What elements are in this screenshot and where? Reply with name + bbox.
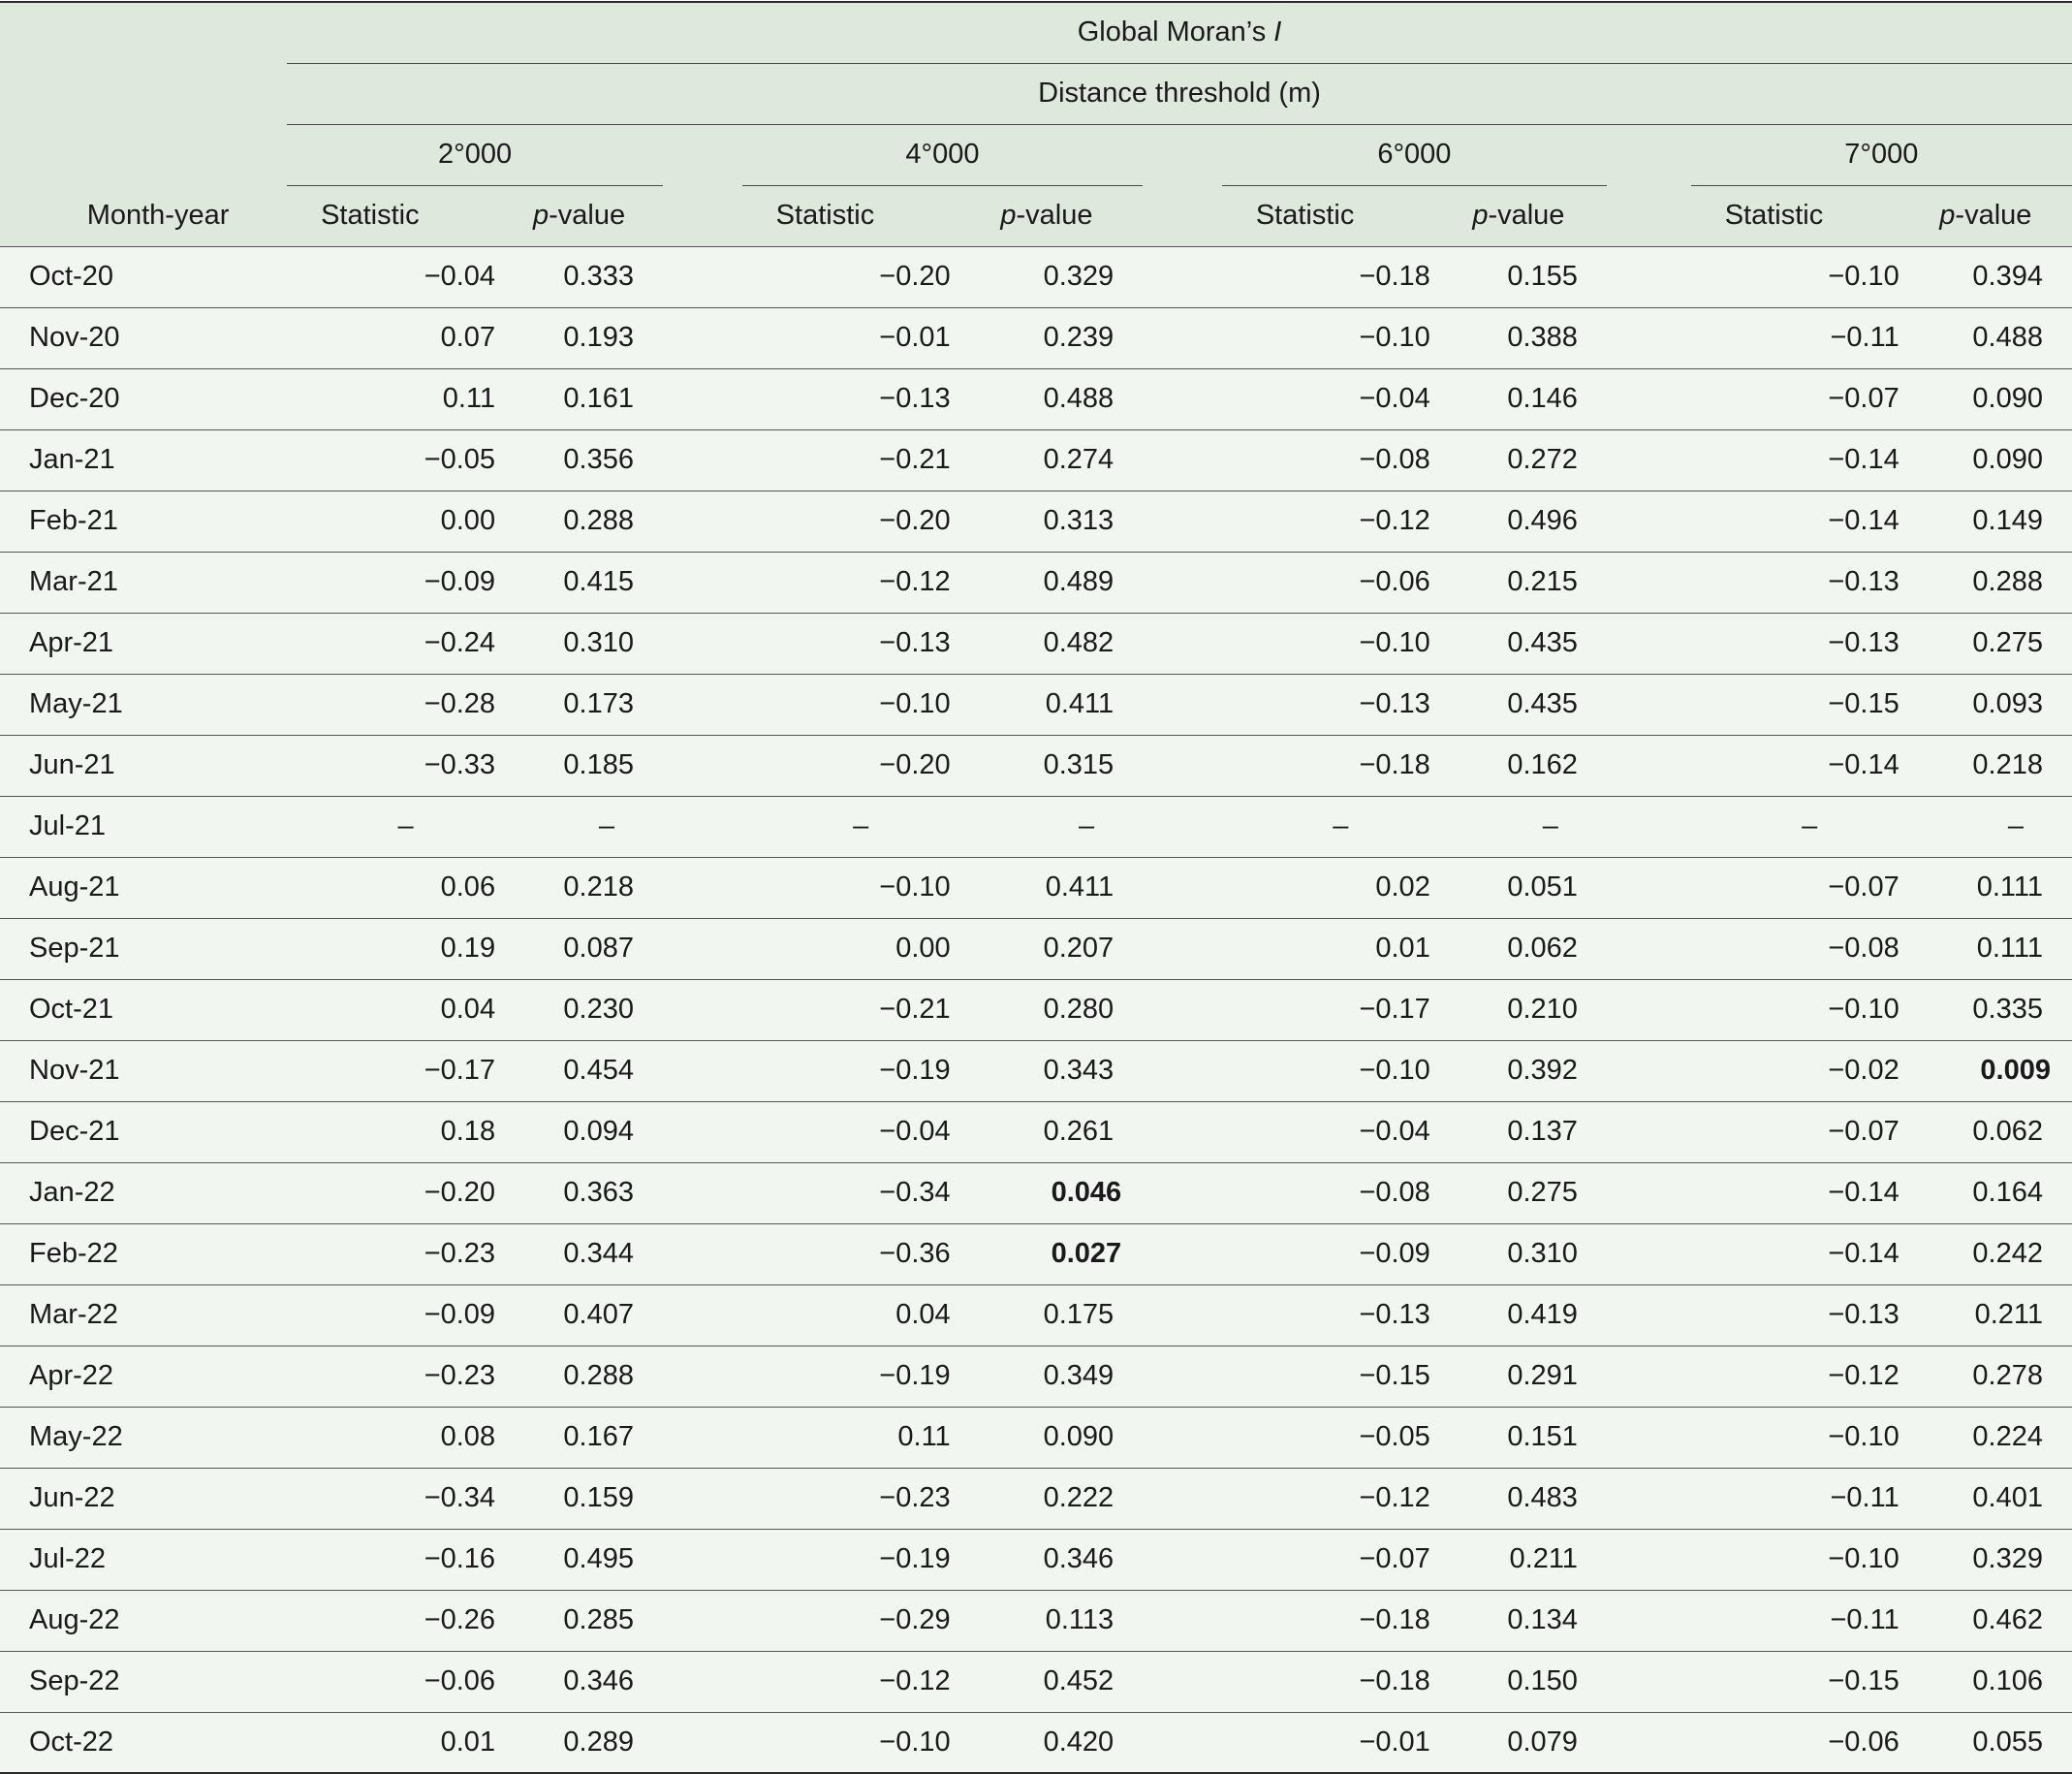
month-cell: Nov-21 xyxy=(29,1055,120,1086)
p-value-cell: 0.146 xyxy=(1507,383,1578,414)
statistic-cell: – xyxy=(853,810,869,841)
statistic-cell: −0.11 xyxy=(1830,322,1899,353)
statistic-cell: −0.01 xyxy=(1359,1726,1430,1758)
p-value-cell: 0.159 xyxy=(563,1482,634,1513)
p-value-header: p-value xyxy=(1472,200,1565,231)
p-value-cell: 0.343 xyxy=(1043,1055,1114,1086)
statistic-cell: – xyxy=(1333,810,1349,841)
table-row xyxy=(0,368,2072,429)
p-value-cell: 0.027 xyxy=(1051,1238,1122,1269)
p-value-cell: 0.291 xyxy=(1507,1360,1578,1391)
table-row xyxy=(0,429,2072,491)
p-value-cell: 0.415 xyxy=(563,566,634,597)
statistic-cell: −0.07 xyxy=(1828,383,1899,414)
p-value-cell: 0.272 xyxy=(1507,444,1578,475)
p-value-cell: 0.210 xyxy=(1507,994,1578,1025)
month-cell: Apr-21 xyxy=(29,627,114,658)
statistic-cell: −0.26 xyxy=(424,1604,496,1635)
statistic-cell: −0.11 xyxy=(1830,1482,1899,1513)
table-title: Global Moran’s I xyxy=(287,2,2072,63)
statistic-cell: −0.18 xyxy=(1359,749,1430,780)
p-value-cell: 0.090 xyxy=(1043,1421,1114,1452)
p-value-cell: – xyxy=(2007,810,2024,841)
table-row xyxy=(0,674,2072,735)
p-value-cell: 0.193 xyxy=(563,322,634,353)
table-row xyxy=(0,1040,2072,1101)
statistic-cell: 0.11 xyxy=(897,1421,951,1452)
p-value-cell: 0.349 xyxy=(1043,1360,1114,1391)
p-value-cell: 0.288 xyxy=(1972,566,2043,597)
statistic-cell: −0.13 xyxy=(1828,627,1899,658)
table-row xyxy=(0,979,2072,1040)
month-cell: Jul-22 xyxy=(29,1543,106,1574)
statistic-cell: −0.13 xyxy=(1828,1299,1899,1330)
statistic-cell: −0.17 xyxy=(424,1055,496,1086)
statistic-cell: −0.09 xyxy=(1359,1238,1430,1269)
statistic-cell: −0.07 xyxy=(1828,1116,1899,1147)
statistic-cell: −0.06 xyxy=(1359,566,1430,597)
statistic-cell: −0.10 xyxy=(1828,994,1899,1025)
p-value-cell: 0.274 xyxy=(1043,444,1114,475)
statistic-cell: 0.11 xyxy=(442,383,496,414)
p-value-cell: 0.150 xyxy=(1507,1665,1578,1696)
statistic-cell: −0.12 xyxy=(879,1665,951,1696)
statistic-cell: −0.10 xyxy=(1359,322,1430,353)
table-row xyxy=(0,735,2072,796)
statistic-cell: 0.18 xyxy=(440,1116,496,1147)
statistic-cell: −0.09 xyxy=(424,566,496,597)
statistic-cell: −0.23 xyxy=(424,1238,496,1269)
p-value-cell: 0.419 xyxy=(1507,1299,1578,1330)
month-cell: Jun-21 xyxy=(29,749,115,780)
statistic-header: Statistic xyxy=(321,200,420,231)
threshold-header-1: 4°000 xyxy=(742,124,1143,185)
statistic-cell: −0.06 xyxy=(1828,1726,1899,1758)
table-row xyxy=(0,1651,2072,1712)
p-value-cell: – xyxy=(598,810,614,841)
month-cell: Feb-21 xyxy=(29,505,118,536)
statistic-cell: −0.18 xyxy=(1359,1604,1430,1635)
statistic-cell: −0.23 xyxy=(424,1360,496,1391)
p-value-cell: 0.495 xyxy=(563,1543,634,1574)
statistic-cell: −0.10 xyxy=(1359,627,1430,658)
table-row xyxy=(0,1529,2072,1590)
p-value-cell: 0.113 xyxy=(1045,1604,1114,1635)
p-value-cell: 0.055 xyxy=(1972,1726,2043,1758)
statistic-cell: −0.17 xyxy=(1359,994,1430,1025)
p-value-cell: 0.310 xyxy=(1507,1238,1578,1269)
statistic-cell: 0.07 xyxy=(440,322,496,353)
p-value-cell: 0.046 xyxy=(1051,1177,1122,1208)
statistic-cell: −0.13 xyxy=(1359,688,1430,719)
statistic-cell: −0.21 xyxy=(879,994,951,1025)
p-value-cell: 0.051 xyxy=(1507,871,1578,903)
statistic-cell: −0.15 xyxy=(1828,1665,1899,1696)
statistic-cell: −0.18 xyxy=(1359,261,1430,292)
table-row xyxy=(0,613,2072,674)
statistic-cell: −0.12 xyxy=(879,566,951,597)
p-value-cell: 0.224 xyxy=(1972,1421,2043,1452)
p-value-cell: 0.489 xyxy=(1043,566,1114,597)
p-value-cell: 0.346 xyxy=(1043,1543,1114,1574)
p-value-cell: 0.167 xyxy=(563,1421,634,1452)
p-value-cell: 0.344 xyxy=(563,1238,634,1269)
p-value-cell: 0.218 xyxy=(563,871,634,903)
statistic-cell: −0.10 xyxy=(1828,261,1899,292)
p-value-cell: 0.315 xyxy=(1043,749,1114,780)
statistic-cell: 0.04 xyxy=(895,1299,951,1330)
p-value-cell: 0.261 xyxy=(1043,1116,1114,1147)
month-cell: Apr-22 xyxy=(29,1360,114,1391)
statistic-cell: −0.08 xyxy=(1359,444,1430,475)
statistic-cell: −0.29 xyxy=(879,1604,951,1635)
statistic-cell: −0.12 xyxy=(1359,1482,1430,1513)
statistic-cell: −0.16 xyxy=(424,1543,496,1574)
statistic-cell: −0.10 xyxy=(1828,1543,1899,1574)
p-value-cell: 0.335 xyxy=(1972,994,2043,1025)
p-value-cell: 0.483 xyxy=(1507,1482,1578,1513)
p-value-cell: 0.392 xyxy=(1507,1055,1578,1086)
statistic-cell: −0.19 xyxy=(879,1360,951,1391)
p-value-cell: 0.149 xyxy=(1972,505,2043,536)
p-value-cell: 0.111 xyxy=(1976,871,2043,903)
table-row xyxy=(0,1346,2072,1407)
table-row xyxy=(0,1284,2072,1346)
month-cell: Oct-22 xyxy=(29,1726,114,1758)
p-value-cell: 0.164 xyxy=(1972,1177,2043,1208)
p-value-header: p-value xyxy=(1000,200,1093,231)
p-value-cell: 0.218 xyxy=(1972,749,2043,780)
p-value-cell: 0.185 xyxy=(563,749,634,780)
statistic-cell: −0.04 xyxy=(424,261,496,292)
month-cell: Mar-22 xyxy=(29,1299,118,1330)
p-value-cell: 0.310 xyxy=(563,627,634,658)
statistic-cell: −0.07 xyxy=(1359,1543,1430,1574)
p-value-cell: 0.289 xyxy=(563,1726,634,1758)
p-value-cell: 0.211 xyxy=(1974,1299,2043,1330)
p-value-cell: 0.175 xyxy=(1043,1299,1114,1330)
p-value-cell: 0.106 xyxy=(1972,1665,2043,1696)
table-row xyxy=(0,1101,2072,1162)
table-header xyxy=(0,2,2072,246)
p-value-cell: 0.239 xyxy=(1043,322,1114,353)
statistic-cell: −0.10 xyxy=(879,1726,951,1758)
p-value-cell: 0.230 xyxy=(563,994,634,1025)
month-cell: Aug-22 xyxy=(29,1604,120,1635)
p-value-cell: 0.093 xyxy=(1972,688,2043,719)
statistic-cell: −0.10 xyxy=(879,688,951,719)
p-value-cell: 0.087 xyxy=(563,933,634,964)
statistic-cell: −0.12 xyxy=(1828,1360,1899,1391)
statistic-cell: −0.12 xyxy=(1359,505,1430,536)
p-value-cell: 0.278 xyxy=(1972,1360,2043,1391)
statistic-cell: −0.10 xyxy=(879,871,951,903)
statistic-cell: 0.06 xyxy=(440,871,496,903)
p-value-cell: 0.215 xyxy=(1507,566,1578,597)
statistic-cell: −0.14 xyxy=(1828,444,1899,475)
statistic-cell: 0.08 xyxy=(440,1421,496,1452)
p-value-cell: 0.161 xyxy=(563,383,634,414)
p-value-cell: 0.454 xyxy=(563,1055,634,1086)
statistic-cell: −0.11 xyxy=(1830,1604,1899,1635)
statistic-cell: 0.04 xyxy=(440,994,496,1025)
p-value-cell: 0.137 xyxy=(1507,1116,1578,1147)
p-value-cell: 0.462 xyxy=(1972,1604,2043,1635)
table-row xyxy=(0,857,2072,918)
p-value-cell: 0.435 xyxy=(1507,627,1578,658)
month-cell: Oct-21 xyxy=(29,994,114,1025)
statistic-cell: −0.18 xyxy=(1359,1665,1430,1696)
table-row xyxy=(0,552,2072,613)
statistic-cell: 0.01 xyxy=(1375,933,1430,964)
statistic-cell: −0.14 xyxy=(1828,1177,1899,1208)
p-value-cell: 0.285 xyxy=(563,1604,634,1635)
statistic-cell: −0.36 xyxy=(879,1238,951,1269)
statistic-cell: −0.04 xyxy=(1359,1116,1430,1147)
p-value-cell: 0.275 xyxy=(1507,1177,1578,1208)
threshold-header-0: 2°000 xyxy=(287,124,663,185)
statistic-cell: −0.14 xyxy=(1828,505,1899,536)
statistic-cell: −0.20 xyxy=(879,749,951,780)
month-cell: Sep-22 xyxy=(29,1665,120,1696)
month-cell: Feb-22 xyxy=(29,1238,118,1269)
table-row xyxy=(0,1407,2072,1468)
threshold-header-2: 6°000 xyxy=(1222,124,1607,185)
p-value-cell: – xyxy=(1542,810,1558,841)
statistic-cell: −0.08 xyxy=(1359,1177,1430,1208)
statistic-cell: −0.05 xyxy=(1359,1421,1430,1452)
table-row xyxy=(0,918,2072,979)
p-value-header: p-value xyxy=(532,200,626,231)
statistic-cell: −0.15 xyxy=(1828,688,1899,719)
p-value-cell: 0.222 xyxy=(1043,1482,1114,1513)
statistic-cell: −0.10 xyxy=(1828,1421,1899,1452)
month-cell: Jun-22 xyxy=(29,1482,115,1513)
p-value-cell: 0.173 xyxy=(563,688,634,719)
table-row xyxy=(0,796,2072,857)
p-value-cell: 0.401 xyxy=(1972,1482,2043,1513)
statistic-cell: −0.34 xyxy=(879,1177,951,1208)
month-cell: Oct-20 xyxy=(29,261,114,292)
p-value-cell: 0.452 xyxy=(1043,1665,1114,1696)
month-cell: Dec-21 xyxy=(29,1116,120,1147)
statistic-cell: −0.33 xyxy=(424,749,496,780)
p-value-cell: 0.090 xyxy=(1972,383,2043,414)
p-value-header: p-value xyxy=(1939,200,2032,231)
p-value-cell: 0.090 xyxy=(1972,444,2043,475)
statistic-cell: −0.07 xyxy=(1828,871,1899,903)
table-row xyxy=(0,491,2072,552)
statistic-cell: −0.28 xyxy=(424,688,496,719)
statistic-header: Statistic xyxy=(1255,200,1355,231)
statistic-cell: −0.15 xyxy=(1359,1360,1430,1391)
table-row xyxy=(0,1590,2072,1651)
p-value-cell: 0.062 xyxy=(1507,933,1578,964)
statistic-cell: 0.00 xyxy=(895,933,951,964)
statistic-cell: −0.20 xyxy=(424,1177,496,1208)
statistic-cell: −0.13 xyxy=(1828,566,1899,597)
statistic-cell: −0.21 xyxy=(879,444,951,475)
p-value-cell: 0.394 xyxy=(1972,261,2043,292)
month-cell: Mar-21 xyxy=(29,566,118,597)
statistic-cell: −0.19 xyxy=(879,1543,951,1574)
statistic-cell: −0.19 xyxy=(879,1055,951,1086)
p-value-cell: 0.411 xyxy=(1045,871,1114,903)
p-value-cell: 0.488 xyxy=(1043,383,1114,414)
p-value-cell: 0.079 xyxy=(1507,1726,1578,1758)
statistic-cell: −0.20 xyxy=(879,505,951,536)
p-value-cell: 0.313 xyxy=(1043,505,1114,536)
statistic-cell: −0.02 xyxy=(1828,1055,1899,1086)
p-value-cell: 0.211 xyxy=(1509,1543,1578,1574)
p-value-cell: 0.356 xyxy=(563,444,634,475)
p-value-cell: 0.207 xyxy=(1043,933,1114,964)
p-value-cell: 0.482 xyxy=(1043,627,1114,658)
statistic-cell: −0.06 xyxy=(424,1665,496,1696)
p-value-cell: 0.275 xyxy=(1972,627,2043,658)
p-value-cell: 0.155 xyxy=(1507,261,1578,292)
p-value-cell: 0.435 xyxy=(1507,688,1578,719)
p-value-cell: 0.062 xyxy=(1972,1116,2043,1147)
table-row xyxy=(0,1712,2072,1773)
table-row xyxy=(0,1162,2072,1223)
p-value-cell: 0.242 xyxy=(1972,1238,2043,1269)
table-row xyxy=(0,307,2072,368)
statistic-cell: −0.10 xyxy=(1359,1055,1430,1086)
table-row xyxy=(0,1468,2072,1529)
p-value-cell: 0.496 xyxy=(1507,505,1578,536)
statistic-cell: −0.34 xyxy=(424,1482,496,1513)
month-cell: Dec-20 xyxy=(29,383,120,414)
p-value-cell: 0.407 xyxy=(563,1299,634,1330)
month-cell: May-22 xyxy=(29,1421,123,1452)
month-cell: Nov-20 xyxy=(29,322,120,353)
statistic-cell: −0.13 xyxy=(1359,1299,1430,1330)
p-value-cell: 0.363 xyxy=(563,1177,634,1208)
statistic-cell: −0.20 xyxy=(879,261,951,292)
p-value-cell: – xyxy=(1079,810,1095,841)
p-value-cell: 0.329 xyxy=(1043,261,1114,292)
p-value-cell: 0.329 xyxy=(1972,1543,2043,1574)
statistic-cell: −0.04 xyxy=(879,1116,951,1147)
table-row xyxy=(0,1223,2072,1284)
table-body xyxy=(0,246,2072,1773)
table-row xyxy=(0,246,2072,307)
statistic-cell: −0.23 xyxy=(879,1482,951,1513)
statistic-cell: 0.00 xyxy=(440,505,496,536)
statistic-cell: −0.08 xyxy=(1828,933,1899,964)
p-value-cell: 0.009 xyxy=(1980,1055,2051,1086)
month-year-header: Month-year xyxy=(86,199,230,231)
month-cell: Sep-21 xyxy=(29,933,120,964)
statistic-cell: −0.05 xyxy=(424,444,496,475)
distance-threshold-header: Distance threshold (m) xyxy=(287,63,2072,124)
threshold-header-3: 7°000 xyxy=(1691,124,2072,185)
statistic-cell: −0.09 xyxy=(424,1299,496,1330)
p-value-cell: 0.162 xyxy=(1507,749,1578,780)
statistic-cell: – xyxy=(1802,810,1818,841)
statistic-header: Statistic xyxy=(1724,200,1824,231)
p-value-cell: 0.388 xyxy=(1507,322,1578,353)
p-value-cell: 0.411 xyxy=(1045,688,1114,719)
month-cell: Jul-21 xyxy=(29,810,106,841)
month-cell: May-21 xyxy=(29,688,123,719)
statistic-cell: 0.01 xyxy=(440,1726,496,1758)
statistic-cell: – xyxy=(397,810,414,841)
morans-i-table xyxy=(0,1,2072,1774)
statistic-cell: −0.14 xyxy=(1828,1238,1899,1269)
month-cell: Jan-22 xyxy=(29,1177,115,1208)
statistic-cell: −0.24 xyxy=(424,627,496,658)
p-value-cell: 0.420 xyxy=(1043,1726,1114,1758)
p-value-cell: 0.346 xyxy=(563,1665,634,1696)
p-value-cell: 0.288 xyxy=(563,1360,634,1391)
month-cell: Jan-21 xyxy=(29,444,115,475)
p-value-cell: 0.094 xyxy=(563,1116,634,1147)
p-value-cell: 0.134 xyxy=(1507,1604,1578,1635)
p-value-cell: 0.151 xyxy=(1507,1421,1578,1452)
month-cell: Aug-21 xyxy=(29,871,120,903)
p-value-cell: 0.111 xyxy=(1976,933,2043,964)
statistic-cell: −0.13 xyxy=(879,627,951,658)
p-value-cell: 0.280 xyxy=(1043,994,1114,1025)
statistic-cell: −0.04 xyxy=(1359,383,1430,414)
statistic-cell: 0.02 xyxy=(1375,871,1430,903)
p-value-cell: 0.333 xyxy=(563,261,634,292)
statistic-cell: −0.01 xyxy=(879,322,951,353)
statistic-cell: 0.19 xyxy=(440,933,496,964)
p-value-cell: 0.488 xyxy=(1972,322,2043,353)
statistic-cell: −0.13 xyxy=(879,383,951,414)
statistic-cell: −0.14 xyxy=(1828,749,1899,780)
p-value-cell: 0.288 xyxy=(563,505,634,536)
statistic-header: Statistic xyxy=(775,200,875,231)
